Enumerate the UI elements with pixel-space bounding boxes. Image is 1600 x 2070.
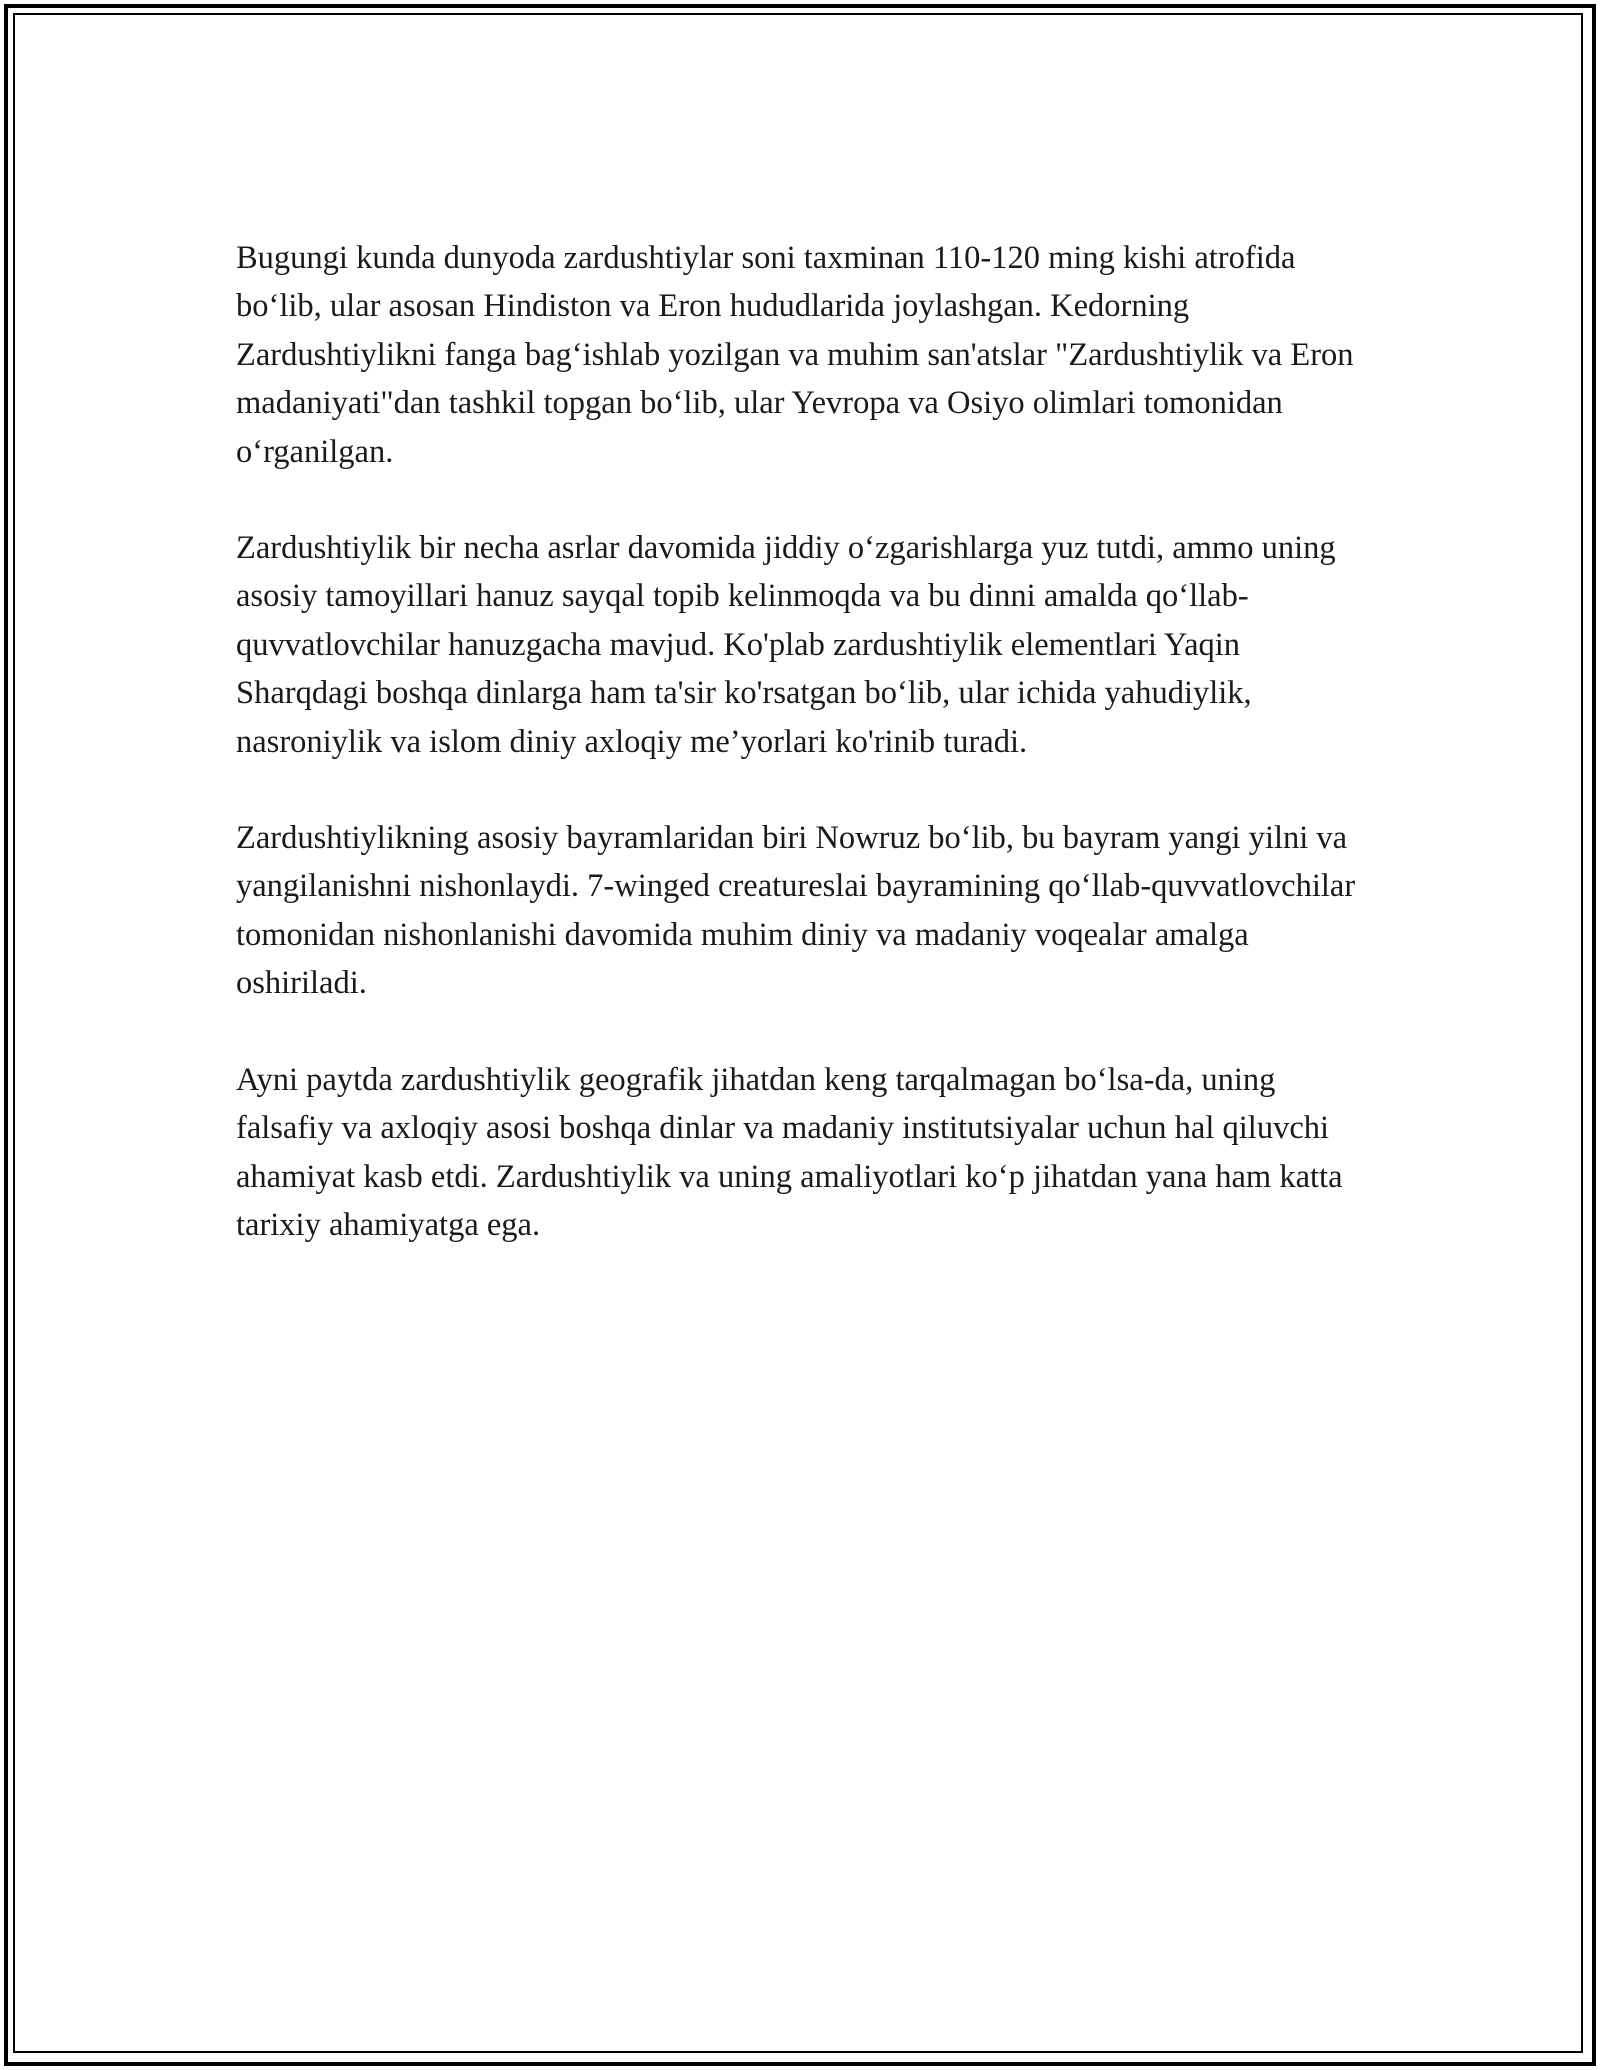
paragraph-2: Zardushtiylik bir necha asrlar davomida jiddiy o‘zgarishlarga yuz tutdi, ammo uning asosiy tamoyillari hanuz sayqal topib kelinmoqda va bu dinni amalda qo‘llab-quvvatlovchilar hanuzgacha mavjud. Ko'plab zardushtiylik elementlari Yaqin Sharqdagi boshqa dinlarga ham ta'sir ko'rsatgan bo‘lib, ular ichida yahudiylik, nasroniylik va islom diniy axloqiy me’yorlari ko'rinib turadi. — [236, 530, 1336, 760]
paragraph-4: Ayni paytda zardushtiylik geografik jihatdan keng tarqalmagan bo‘lsa-da, uning falsafiy va axloqiy asosi boshqa dinlar va madaniy institutsiyalar uchun hal qiluvchi ahamiyat kasb etdi. Zardushtiylik va uning amaliyotlari ko‘p jihatdan yana ham katta tarixiy ahamiyatga ega. — [236, 1061, 1343, 1243]
paragraph-1: Bugungi kunda dunyoda zardushtiylar soni taxminan 110-120 ming kishi atrofida bo‘lib, ular asosan Hindiston va Eron hududlarida joylashgan. Kedorning Zardushtiylikni fanga bag‘ishlab yozilgan va muhim san'atslar "Zardushtiylik va Eron madaniyati"dan tashkil topgan bo‘lib, ular Yevropa va Osiyo olimlari tomonidan o‘rganilgan. — [236, 240, 1354, 470]
document-body — [236, 234, 1376, 1297]
paragraph-3: Zardushtiylikning asosiy bayramlaridan biri Nowruz bo‘lib, bu bayram yangi yilni va yangilanishni nishonlaydi. 7-winged creatureslai bayramining qo‘llab-quvvatlovchilar tomonidan nishonlanishi davomida muhim diniy va madaniy voqealar amalga oshiriladi. — [236, 820, 1356, 1002]
